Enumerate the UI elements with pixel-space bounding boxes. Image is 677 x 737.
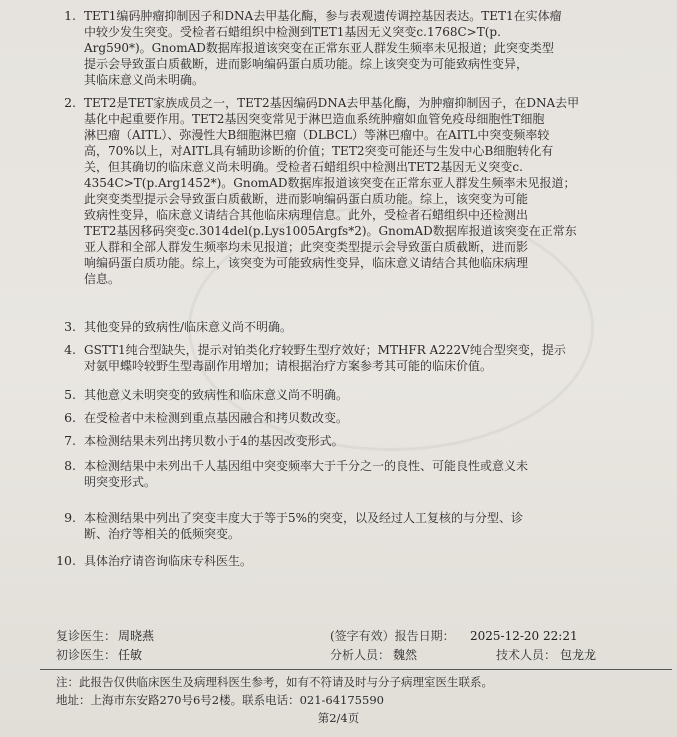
finding-number: 1. [64,8,76,23]
finding-text-line: 具体治疗请咨询临床专科医生。 [84,554,253,568]
finding-text-line: TET2是TET家族成员之一，TET2基因编码DNA去甲基化酶，为肿瘤抑制因子，在DNA去甲 [84,96,580,110]
finding-text [84,410,664,426]
finding-number: 8. [64,458,76,473]
footer-note: 注：此报告仅供临床医生及病理科医生参考，如有不符请及时与分子病理室医生联系。 [56,675,493,689]
finding-text-line: 亚人群和全部人群发生频率均未见报道；此突变类型提示会导致蛋白质截断，进而影 [84,240,529,254]
finding-text [84,342,664,374]
finding-text-line: 4354C>T(p.Arg1452*)。GnomAD数据库报道该突变在正常东亚人群发生频率未见报道； [84,176,576,190]
finding-text-line: 关，但其确切的临床意义尚未明确。受检者石蜡组织中检测出TET2基因无义突变c. [84,160,523,174]
finding-number: 9. [64,510,76,525]
finding-text-line: 本检测结果未列出拷贝数小于4的基因改变形式。 [84,434,344,448]
finding-text-line: 其他意义未明突变的致病性和临床意义尚不明确。 [84,388,349,402]
finding-text-line: 其临床意义尚未明确。 [84,73,205,87]
finding-text-line: 本检测结果中未列出千人基因组中突变频率大于千分之一的良性、可能良性或意义未 [84,459,529,473]
finding-text-line: 基化中起重要作用。TET2基因突变常见于淋巴造血系统肿瘤如血管免疫母细胞性T细胞 [84,112,545,126]
finding-text-line: GSTT1纯合型缺失，提示对铂类化疗较野生型疗效好；MTHFR A222V纯合型突变，提示 [84,343,566,357]
page-number: 第2/4页 [317,711,360,725]
finding-number: 4. [64,342,76,357]
technician-label: 技术人员： [496,648,557,662]
review-doctor-name: 周晓燕 [118,629,155,643]
analyst-name: 魏然 [393,648,418,662]
finding-text-line: 致病性变异，临床意义请结合其他临床病理信息。此外，受检者石蜡组织中还检测出 [84,208,529,222]
finding-number: 5. [64,387,76,402]
initial-doctor-name: 任敏 [118,648,143,662]
finding-number: 6. [64,410,76,425]
finding-text-line: 信息。 [84,272,121,286]
report-date-label: (签字有效）报告日期： [330,629,455,643]
finding-text [84,319,664,335]
finding-text-line: 在受检者中未检测到重点基因融合和拷贝数改变。 [84,411,349,425]
finding-text-line: 此突变类型提示会导致蛋白质截断，进而影响编码蛋白质功能。综上，该突变为可能 [84,192,529,206]
analyst-label: 分析人员： [330,648,391,662]
finding-text-line: 高，70%以上，对AITL具有辅助诊断的价值；TET2突变可能还与生发中心B细胞转化有 [84,144,554,158]
finding-text-line: 断、治疗等相关的低频突变。 [84,527,241,541]
finding-text-line: 中较少发生突变。受检者石蜡组织中检测到TET1基因无义突变c.1768C>T(p. [84,25,501,39]
finding-text-line: 淋巴瘤（AITL）、弥漫性大B细胞淋巴瘤（DLBCL）等淋巴瘤中。在AITL中突变频率较 [84,128,550,142]
report-date: 2025-12-20 22:21 [470,629,578,643]
finding-text [84,553,664,569]
finding-text-line: 本检测结果中列出了突变丰度大于等于5%的突变，以及经过人工复核的与分型、诊 [84,511,524,525]
finding-number: 7. [64,433,76,448]
technician-name: 包龙龙 [560,648,597,662]
finding-text [84,95,664,287]
finding-text-line: TET2基因移码突变c.3014del(p.Lys1005Argfs*2)。GnomAD数据库报道该突变在正常东 [84,224,577,238]
footer-divider [40,669,672,670]
initial-doctor-label: 初诊医生： [56,648,117,662]
finding-text-line: 其他变异的致病性/临床意义尚不明确。 [84,320,293,334]
finding-text-line: 响编码蛋白质功能。综上，该突变为可能致病性变异，临床意义请结合其他临床病理 [84,256,529,270]
finding-text [84,458,664,490]
finding-text-line: TET1编码肿瘤抑制因子和DNA去甲基化酶，参与表观遗传调控基因表达。TET1在实体瘤 [84,9,562,23]
finding-text-line: 明突变形式。 [84,475,157,489]
finding-text [84,387,664,403]
finding-text-line: Arg590*)。GnomAD数据库报道该突变在正常东亚人群发生频率未见报道；此突变类型 [84,41,554,55]
finding-number: 10. [56,553,76,568]
finding-number: 3. [64,319,76,334]
finding-text-line: 对氨甲蝶呤较野生型毒副作用增加；请根据治疗方案参考其可能的临床价值。 [84,359,493,373]
finding-text [84,433,664,449]
review-doctor-label: 复诊医生： [56,629,117,643]
finding-text [84,510,664,542]
finding-number: 2. [64,95,76,110]
footer-address: 地址：上海市东安路270号6号2楼。联系电话：021-64175590 [56,693,384,707]
finding-text-line: 提示会导致蛋白质截断，进而影响编码蛋白质功能。综上该突变为可能致病性变异， [84,57,529,71]
finding-text [84,8,664,88]
